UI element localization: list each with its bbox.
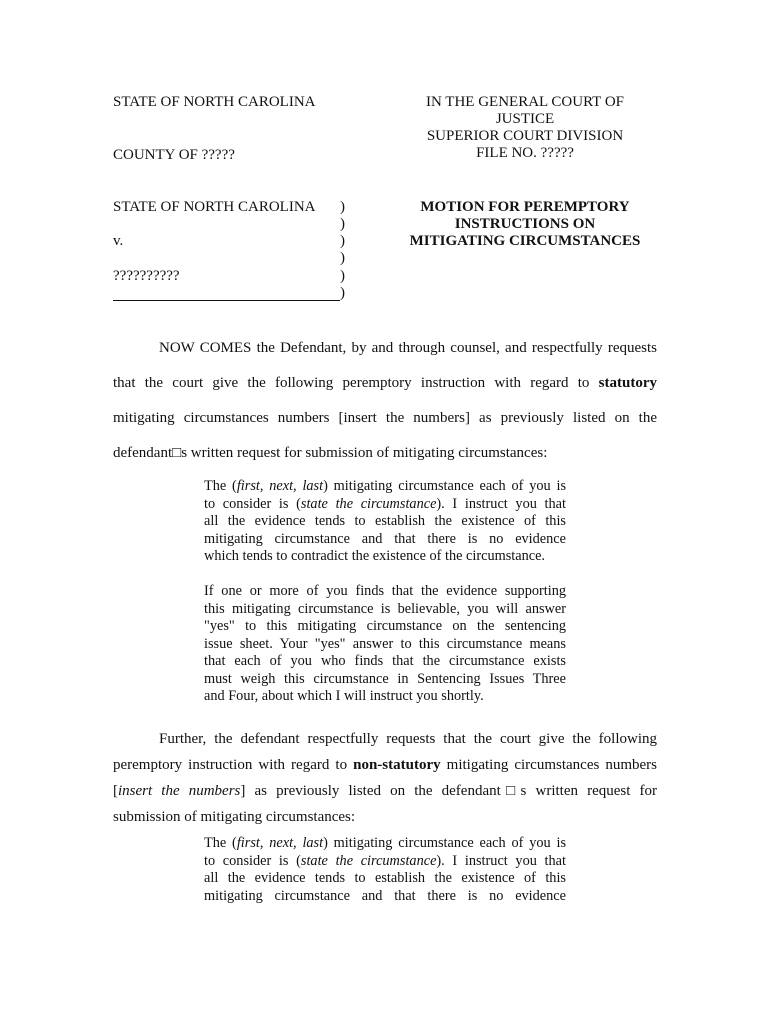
text-run: peremptory instruction with regard to: [113, 757, 354, 773]
paragraph-2-line: [113, 778, 657, 804]
quote-line: all the evidence tends to establish the existence of this: [204, 870, 566, 886]
paragraph-1: [113, 331, 657, 471]
quote-line: [204, 478, 566, 496]
text-run: ] as previously listed on the defendant□s written request for: [240, 783, 657, 799]
text-run: [: [113, 783, 118, 799]
instruction-quote-3: [204, 835, 566, 905]
quote-line: all the evidence tends to establish the existence of this: [204, 513, 566, 529]
text-run: ) mitigating circumstance each of you is: [323, 835, 567, 851]
text-run: The (: [204, 835, 237, 851]
quote-line: mitigating circumstance and that there is no evidence: [204, 887, 566, 904]
text-run: ). I instruct you that: [436, 852, 566, 869]
motion-title-line-1: MOTION FOR PEREMPTORY: [420, 199, 630, 215]
paragraph-2-line: submission of mitigating circumstances:: [113, 809, 356, 825]
italic-run: first, next, last: [236, 478, 324, 494]
caption-plaintiff: STATE OF NORTH CAROLINA: [113, 199, 316, 215]
county-heading: COUNTY OF ?????: [113, 147, 235, 163]
text-run: The (: [204, 478, 237, 494]
caption-versus: v.: [113, 233, 124, 249]
instruction-quote-2: [204, 583, 566, 706]
text-run: mitigating circumstances numbers: [440, 757, 657, 773]
text-run: to consider is (: [204, 852, 301, 869]
caption-paren: ): [340, 268, 345, 284]
court-line-1: IN THE GENERAL COURT OF: [426, 94, 624, 110]
quote-line: which tends to contradict the existence of the circumstance.: [204, 548, 546, 564]
bold-run: statutory: [598, 375, 657, 391]
quote-line: this mitigating circumstance is believable, you will answer: [204, 600, 566, 617]
paragraph-1-line: [113, 366, 657, 401]
text-run: ). I instruct you that: [436, 495, 566, 512]
state-heading: STATE OF NORTH CAROLINA: [113, 94, 316, 110]
text-run: that the court give the following peremptory instruction with regard to: [113, 375, 599, 391]
quote-line: issue sheet. Your "yes" answer to this circumstance means: [204, 635, 566, 652]
division-line: SUPERIOR COURT DIVISION: [426, 128, 624, 144]
italic-run: first, next, last: [236, 835, 324, 851]
quote-line: If one or more of you finds that the evidence supporting: [204, 583, 566, 599]
quote-line: that each of you who finds that the circumstance exists: [204, 653, 566, 669]
quote-line: [204, 835, 566, 853]
caption-paren: ): [340, 233, 345, 249]
paragraph-1-line: mitigating circumstances numbers [insert the numbers] as previously listed on the: [113, 410, 657, 426]
paragraph-2-line: Further, the defendant respectfully requests that the court give the following: [159, 731, 657, 747]
quote-line: "yes" to this mitigating circumstance on the sentencing: [204, 618, 566, 634]
motion-title-line-3: MITIGATING CIRCUMSTANCES: [409, 233, 641, 249]
quote-line: [204, 496, 566, 514]
caption-paren: ): [340, 250, 345, 266]
quote-line: and Four, about which I will instruct you shortly.: [204, 688, 484, 704]
caption-defendant: ??????????: [113, 268, 180, 284]
caption-paren: ): [340, 199, 345, 215]
court-heading: [395, 94, 655, 162]
italic-run: state the circumstance: [300, 495, 437, 512]
file-number: FILE NO. ?????: [476, 145, 574, 161]
caption-paren: ): [340, 216, 345, 232]
paragraph-1-line: NOW COMES the Defendant, by and through counsel, and respectfully requests: [159, 340, 657, 356]
italic-run: insert the numbers: [118, 783, 241, 799]
motion-title: [395, 199, 655, 250]
caption-paren: ): [340, 285, 345, 301]
instruction-quote-1: [204, 478, 566, 566]
paragraph-1-line: defendant□s written request for submission of mitigating circumstances:: [113, 445, 548, 461]
motion-title-line-2: INSTRUCTIONS ON: [454, 216, 596, 232]
paragraph-2: [113, 726, 657, 830]
caption-signature-rule: [113, 300, 340, 301]
italic-run: state the circumstance: [300, 852, 437, 869]
court-line-2: JUSTICE: [495, 111, 555, 127]
text-run: ) mitigating circumstance each of you is: [323, 478, 567, 494]
quote-line: mitigating circumstance and that there is no evidence: [204, 530, 566, 547]
paragraph-2-line: [113, 752, 657, 778]
quote-line: must weigh this circumstance in Sentencing Issues Three: [204, 670, 566, 687]
text-run: to consider is (: [204, 495, 301, 512]
bold-run: non-statutory: [353, 757, 441, 773]
quote-line: [204, 853, 566, 871]
